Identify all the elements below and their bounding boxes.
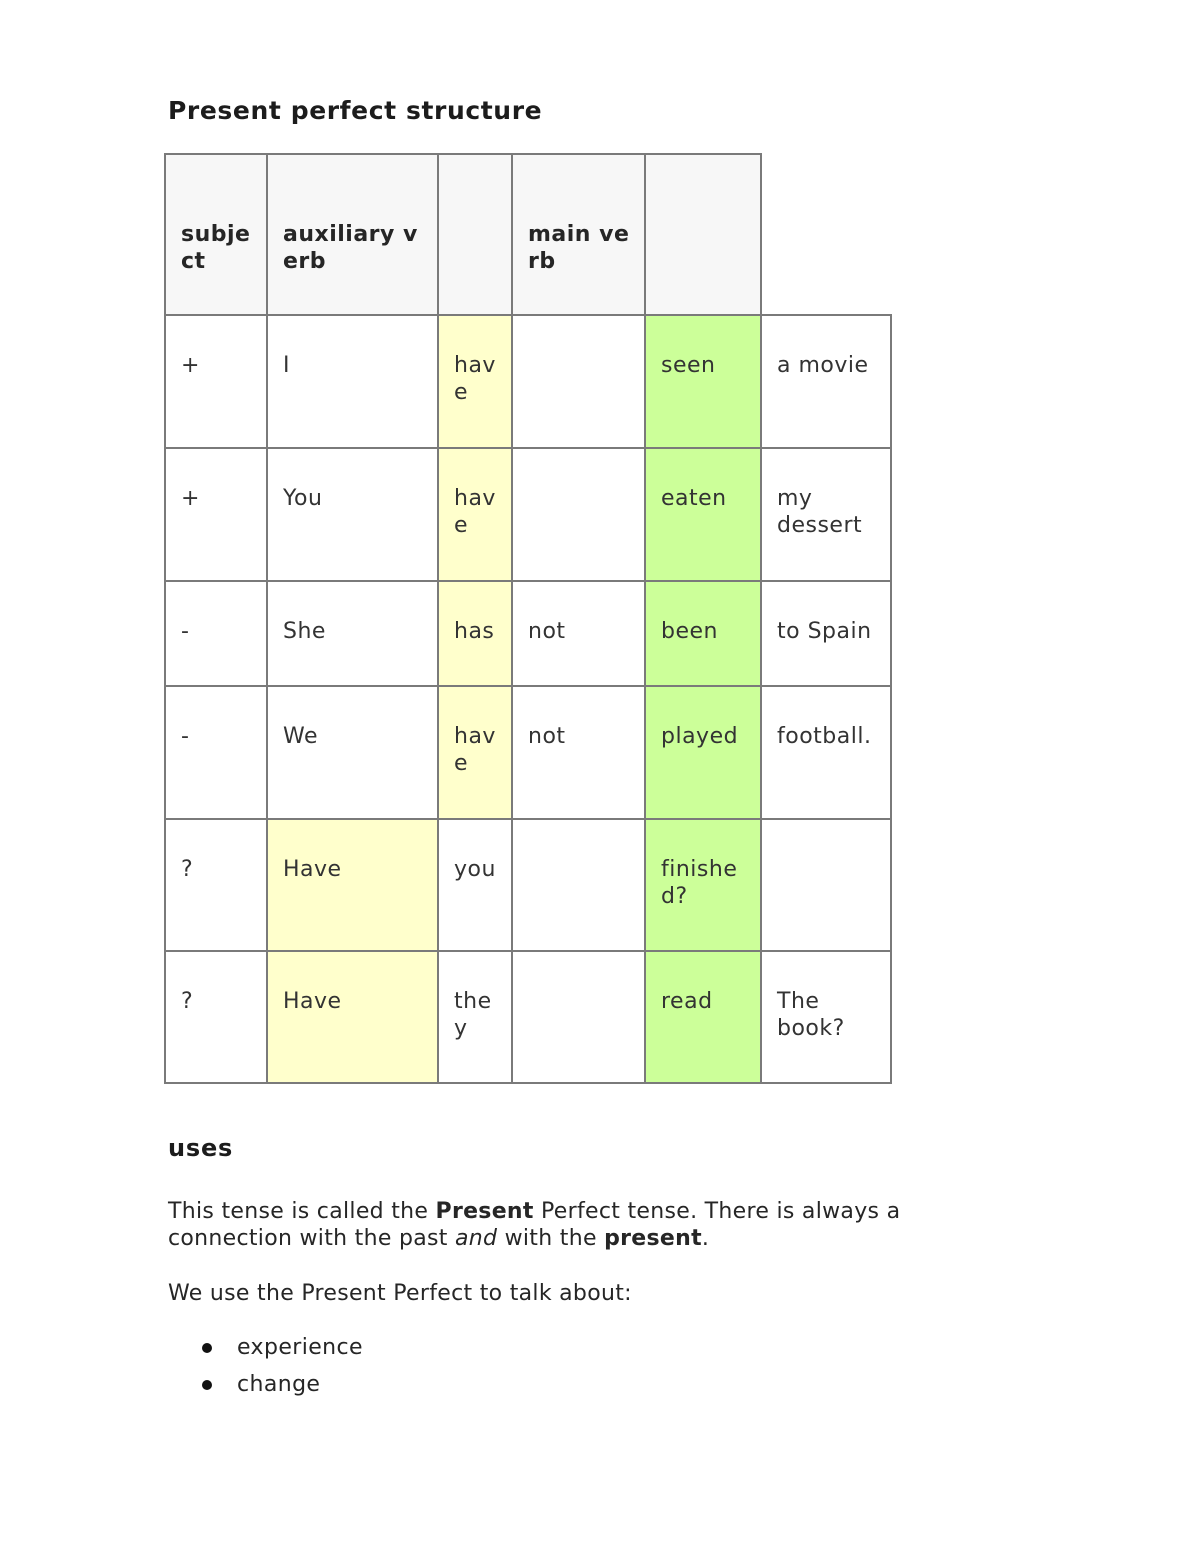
header-cell-main-verb: main verb	[511, 153, 646, 316]
table-cell: I	[266, 314, 439, 449]
list-item	[168, 1334, 363, 1371]
table-cell	[511, 818, 646, 953]
bold-run: Present	[435, 1199, 534, 1224]
table-cell: Have	[266, 818, 439, 953]
table-cell	[760, 818, 892, 953]
table-cell: not	[511, 580, 646, 687]
table-cell: +	[164, 314, 268, 449]
table-cell: football.	[760, 685, 892, 820]
table-cell: You	[266, 447, 439, 582]
text-run: .	[701, 1226, 710, 1251]
text-run: This tense is called the	[168, 1199, 436, 1224]
table-cell: not	[511, 685, 646, 820]
table-cell: has	[437, 580, 513, 687]
table-cell	[511, 314, 646, 449]
header-cell-subject: subject	[164, 153, 268, 316]
table-cell: you	[437, 818, 513, 953]
table-cell	[511, 447, 646, 582]
table-cell: She	[266, 580, 439, 687]
bullet-icon	[202, 1380, 212, 1390]
header-cell-blank-1	[437, 153, 513, 316]
table-cell: +	[164, 447, 268, 582]
table-cell: finished?	[644, 818, 762, 953]
uses-intro: We use the Present Perfect to talk about:	[168, 1281, 632, 1306]
table-cell: read	[644, 950, 762, 1084]
table-cell: a movie	[760, 314, 892, 449]
document-title: Present perfect structure	[168, 96, 543, 125]
list-item	[168, 1371, 363, 1408]
table-cell: eaten	[644, 447, 762, 582]
uses-heading: uses	[168, 1134, 234, 1162]
text-run: with the	[497, 1226, 605, 1251]
table-cell	[511, 950, 646, 1084]
list-item-label: experience	[237, 1335, 363, 1360]
table-cell: played	[644, 685, 762, 820]
table-cell: seen	[644, 314, 762, 449]
table-cell: have	[437, 314, 513, 449]
table-cell: ?	[164, 818, 268, 953]
table-cell: We	[266, 685, 439, 820]
table-cell: they	[437, 950, 513, 1084]
table-cell: my dessert	[760, 447, 892, 582]
italic-run: and	[455, 1226, 498, 1251]
table-cell: to Spain	[760, 580, 892, 687]
table-cell: ?	[164, 950, 268, 1084]
table-cell: -	[164, 580, 268, 687]
table-cell: have	[437, 685, 513, 820]
list-item-label: change	[237, 1372, 321, 1397]
header-cell-blank-2	[644, 153, 762, 316]
text-run: Perfect tense. There is always a connection with the past	[168, 1199, 901, 1251]
uses-paragraph	[168, 1198, 968, 1252]
table-cell: Have	[266, 950, 439, 1084]
bold-run: present	[604, 1226, 702, 1251]
bullet-icon	[202, 1343, 212, 1353]
table-cell: been	[644, 580, 762, 687]
uses-list	[168, 1334, 363, 1408]
table-cell: The book?	[760, 950, 892, 1084]
table-cell: have	[437, 447, 513, 582]
table-cell: -	[164, 685, 268, 820]
header-cell-auxiliary-verb: auxiliary verb	[266, 153, 439, 316]
